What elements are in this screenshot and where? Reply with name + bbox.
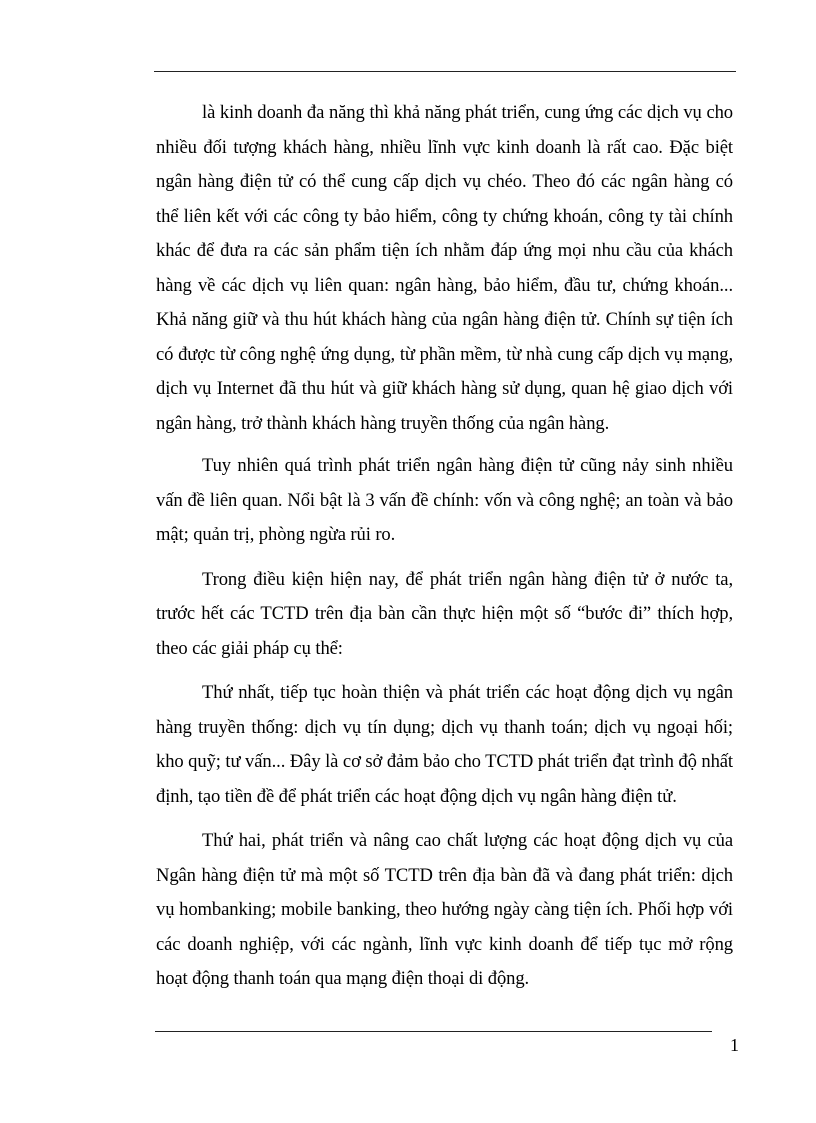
page-number: 1 [730, 1035, 739, 1055]
paragraph: Trong điều kiện hiện nay, để phát triển ngân hàng điện tử ở nước ta, trước hết các TCTD trên địa bàn cần thực hiện một số “bước đi” thích hợp, theo các giải pháp cụ thể: [156, 568, 733, 659]
paragraph: Tuy nhiên quá trình phát triển ngân hàng điện tử cũng nảy sinh nhiều vấn đề liên quan. Nổi bật là 3 vấn đề chính: vốn và công nghệ; an toàn và bảo mật; quản trị, phòng ngừa rủi ro. [156, 455, 733, 545]
document-body [156, 96, 733, 1007]
paragraph: Thứ nhất, tiếp tục hoàn thiện và phát triển các hoạt động dịch vụ ngân hàng truyền thống: dịch vụ tín dụng; dịch vụ thanh toán; dịch vụ ngoại hối; kho quỹ; tư vấn... Đây là cơ sở đảm bảo cho TCTD phát triển đạt trình độ nhất định, tạo tiền đề để phát triển các hoạt động dịch vụ ngân hàng điện tử. [156, 682, 733, 807]
header-rule [154, 71, 736, 72]
footer-rule [155, 1031, 712, 1032]
paragraph: là kinh doanh đa năng thì khả năng phát triển, cung ứng các dịch vụ cho nhiều đối tượng khách hàng, nhiều lĩnh vực kinh doanh là rất cao. Đặc biệt ngân hàng điện tử có thể cung cấp dịch vụ chéo. Theo đó các ngân hàng có thể liên kết với các công ty bảo hiểm, công ty chứng khoán, công ty tài chính khác để đưa ra các sản phẩm tiện ích nhằm đáp ứng mọi nhu cầu của khách hàng về các dịch vụ liên quan: ngân hàng, bảo hiểm, đầu tư, chứng khoán... Khả năng giữ và thu hút khách hàng của ngân hàng điện tử. Chính sự tiện ích có được từ công nghệ ứng dụng, từ phần mềm, từ nhà cung cấp dịch vụ mạng, dịch vụ Internet đã thu hút và giữ khách hàng sử dụng, quan hệ giao dịch với ngân hàng, trở thành khách hàng truyền thống của ngân hàng. [156, 102, 733, 434]
paragraph: Thứ hai, phát triển và nâng cao chất lượng các hoạt động dịch vụ của Ngân hàng điện tử mà một số TCTD trên địa bàn đã và đang phát triển: dịch vụ hombanking; mobile banking, theo hướng ngày càng tiện ích. Phối hợp với các doanh nghiệp, với các ngành, lĩnh vực kinh doanh để tiếp tục mở rộng hoạt động thanh toán qua mạng điện thoại di động. [156, 830, 733, 989]
